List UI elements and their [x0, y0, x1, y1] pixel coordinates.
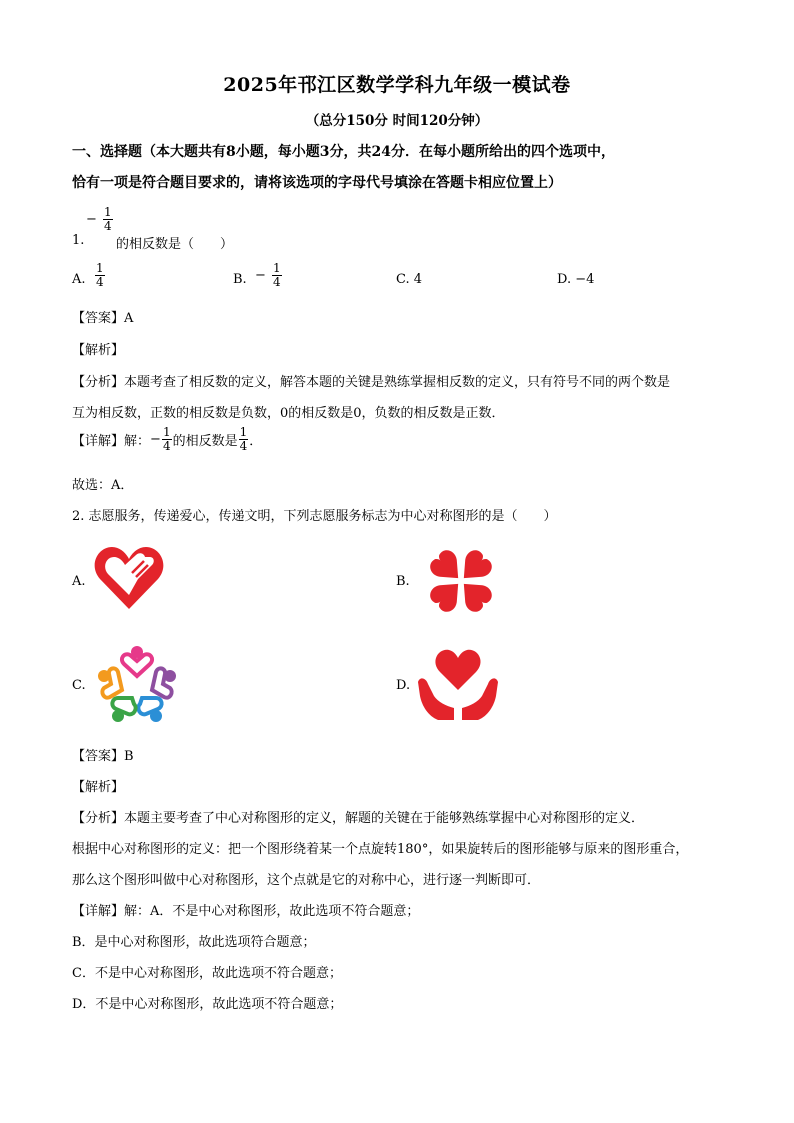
q1-fenxi-line2: 互为相反数，正数的相反数是负数，0的相反数是0，负数的相反数是正数． [72, 406, 505, 421]
q2-option-a-label: A. [72, 574, 86, 589]
q2-option-c-label: C. [72, 678, 86, 693]
q2-option-c-colorful-people-logo [94, 642, 180, 726]
q2-stem: 2. 志愿服务，传递爱心，传递文明，下列志愿服务标志为中心对称图形的是（ ） [72, 509, 557, 524]
section-heading-line2: 恰有一项是符合题目要求的，请将该选项的字母代号填涂在答题卡相应位置上） [72, 175, 562, 191]
q2-option-b-four-hearts-logo [417, 538, 505, 624]
q2-detail-b: B．是中心对称图形，故此选项符合题意； [72, 935, 316, 950]
q1-choose: 故选：A． [72, 478, 134, 493]
q2-detail-d: D．不是中心对称图形，故此选项不符合题意； [72, 997, 343, 1012]
q2-fenxi-line2: 根据中心对称图形的定义：把一个图形绕着某一个点旋转180°，如果旋转后的图形能够与原来的图形重合， [72, 842, 689, 857]
q1-stem-text: 的相反数是（ ） [116, 237, 234, 252]
q2-option-d-label: D. [396, 678, 411, 693]
q1-stem-fraction: − $\frac{1}{4}$ [86, 205, 112, 233]
section-heading-line1: 一、选择题（本大题共有8小题，每小题3分，共24分．在每小题所给出的四个选项中， [72, 144, 615, 160]
q1-detail: 【详解】 解： − $\frac{1}{4}$ 的相反数是 $\frac{1}{4}$ ． [72, 425, 263, 453]
q1-analysis-tag: 【解析】 [72, 343, 125, 358]
q1-option-d: D. −4 [557, 272, 595, 287]
q1-option-b-label: B. [233, 272, 247, 287]
q2-analysis-tag: 【解析】 [72, 780, 125, 795]
q2-option-a-heart-hand-logo [92, 543, 166, 613]
q1-option-c: C. 4 [396, 272, 423, 287]
q2-answer: 【答案】B [72, 749, 134, 764]
q2-option-d-heart-in-hands-logo [416, 646, 500, 722]
q1-number: 1. [72, 233, 85, 248]
q2-fenxi-line3: 那么这个图形叫做中心对称图形，这个点就是它的对称中心，进行逐一判断即可． [72, 873, 541, 888]
q1-answer: 【答案】A [72, 311, 134, 326]
q1-fenxi-line1: 【分析】本题考查了相反数的定义，解答本题的关键是熟练掌握相反数的定义，只有符号不同的两个数是 [72, 375, 671, 390]
q2-option-b-label: B. [396, 574, 410, 589]
q1-option-b-value: − $\frac{1}{4}$ [255, 261, 281, 289]
q1-option-a-label: A. [72, 272, 86, 287]
q2-fenxi-line1: 【分析】本题主要考查了中心对称图形的定义，解题的关键在于能够熟练掌握中心对称图形的定义． [72, 811, 645, 826]
q1-option-a-value: $\frac{1}{4}$ [96, 261, 104, 289]
page-title: 2025年邗江区数学学科九年级一模试卷 [223, 74, 571, 96]
q2-detail-a: 【详解】解：A．不是中心对称图形，故此选项不符合题意； [72, 904, 420, 919]
page-subtitle: （总分150分 时间120分钟） [305, 113, 489, 129]
q2-detail-c: C．不是中心对称图形，故此选项不符合题意； [72, 966, 342, 981]
